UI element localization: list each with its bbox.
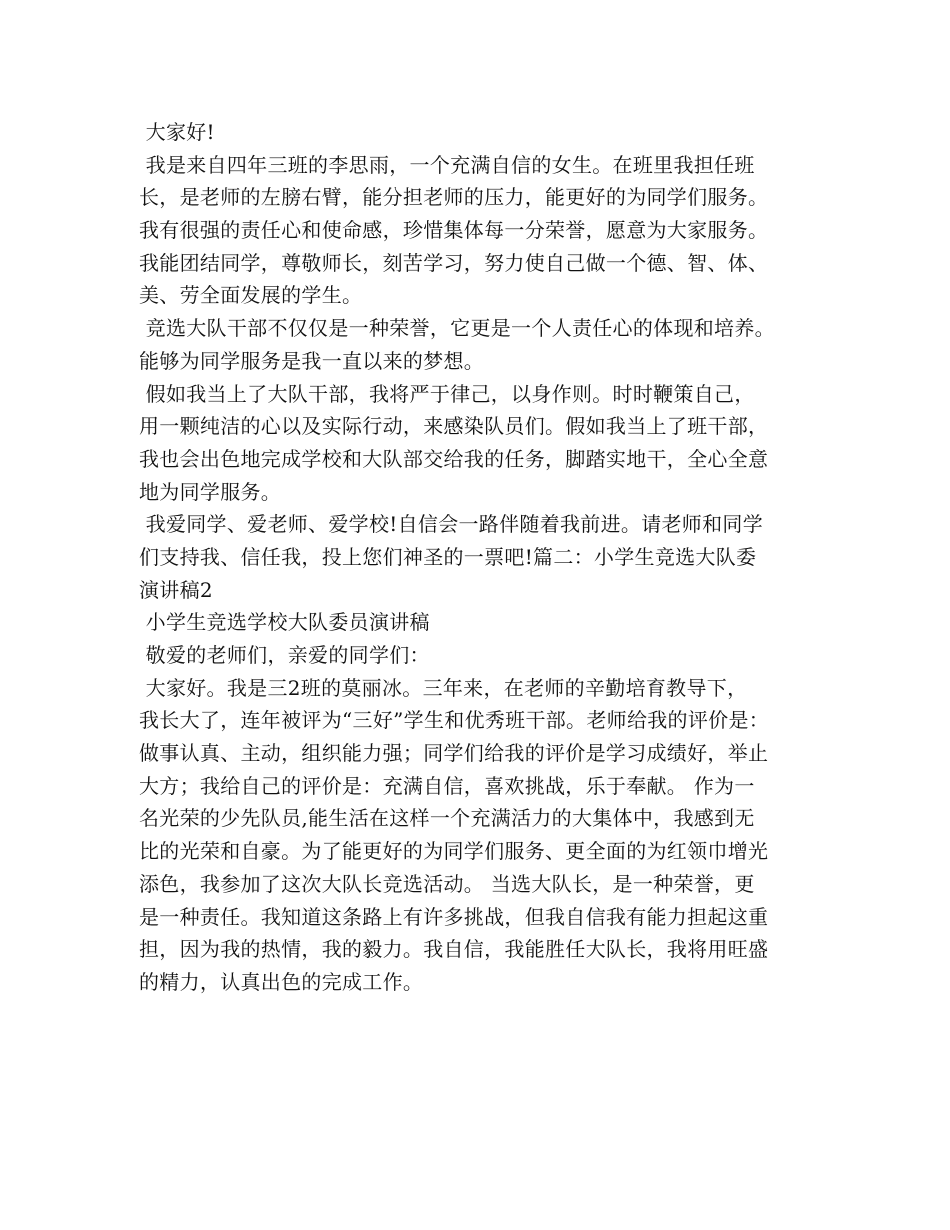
text-line: 做事认真、主动，组织能力强；同学们给我的评价是学习成绩好，举止 — [139, 741, 769, 766]
text-line: 美、劳全面发展的学生。 — [139, 283, 363, 308]
document-body — [139, 116, 839, 999]
text-line: 我长大了，连年被评为“三好”学生和优秀班干部。老师给我的评价是： — [139, 708, 770, 733]
text-line: 地为同学服务。 — [139, 479, 282, 504]
text-line: 演讲稿2 — [139, 577, 213, 602]
text-line: 竞选大队干部不仅仅是一种荣誉，它更是一个人责任心的体现和培养。 — [139, 316, 775, 341]
text-line: 添色，我参加了这次大队长竞选活动。 当选大队长，是一种荣誉，更 — [139, 871, 755, 896]
text-line: 我有很强的责任心和使命感，珍惜集体每一分荣誉，愿意为大家服务。 — [139, 218, 769, 243]
text-line: 假如我当上了大队干部，我将严于律己，以身作则。时时鞭策自己， — [139, 381, 755, 406]
text-line: 名光荣的少先队员,能生活在这样一个充满活力的大集体中，我感到无 — [139, 806, 755, 831]
text-line: 比的光荣和自豪。为了能更好的为同学们服务、更全面的为红领巾增光 — [139, 839, 769, 864]
text-line: 能够为同学服务是我一直以来的梦想。 — [139, 348, 485, 373]
text-line: 我能团结同学，尊敬师长，刻苦学习，努力使自己做一个德、智、体、 — [139, 250, 769, 275]
text-line: 我也会出色地完成学校和大队部交给我的任务，脚踏实地干，全心全意 — [139, 446, 769, 471]
text-line: 长，是老师的左膀右臂，能分担老师的压力，能更好的为同学们服务。 — [139, 185, 769, 210]
text-line: 小学生竞选学校大队委员演讲稿 — [139, 610, 430, 635]
text-line: 用一颗纯洁的心以及实际行动，来感染队员们。假如我当上了班干部， — [139, 414, 769, 439]
text-line: 敬爱的老师们，亲爱的同学们： — [139, 643, 430, 667]
text-line: 大家好。我是三2班的莫丽冰。三年来，在老师的辛勤培育教导下， — [139, 675, 748, 700]
text-line: 们支持我、信任我，投上您们神圣的一票吧!篇二：小学生竞选大队委 — [139, 544, 757, 569]
text-line: 担，因为我的热情，我的毅力。我自信，我能胜任大队长，我将用旺盛 — [139, 937, 769, 962]
text-line: 的精力，认真出色的完成工作。 — [139, 969, 424, 994]
text-line: 大家好! — [139, 120, 215, 144]
text-line: 大方；我给自己的评价是：充满自信，喜欢挑战，乐于奉献。 作为一 — [139, 773, 755, 798]
text-line: 是一种责任。我知道这条路上有许多挑战，但我自信我有能力担起这重 — [139, 904, 769, 929]
text-line: 我爱同学、爱老师、爱学校!自信会一路伴随着我前进。请老师和同学 — [139, 512, 763, 537]
text-line: 我是来自四年三班的李思雨，一个充满自信的女生。在班里我担任班 — [139, 152, 755, 177]
